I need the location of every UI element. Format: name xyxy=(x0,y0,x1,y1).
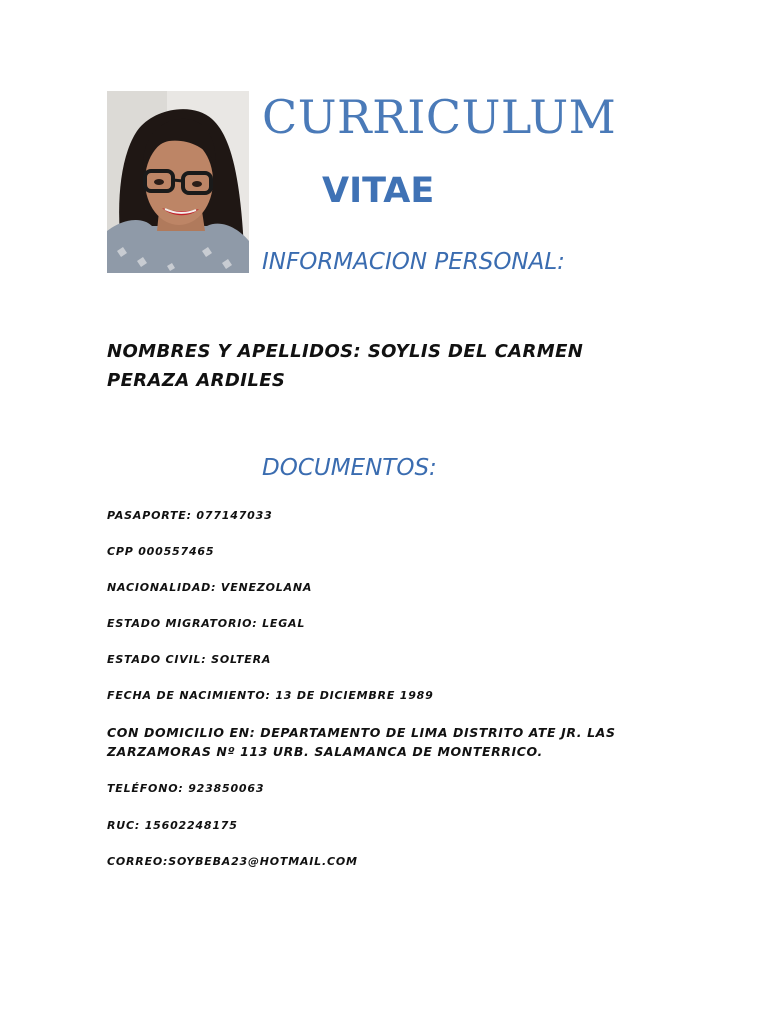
nationality-field: NACIONALIDAD: VENEZOLANA xyxy=(107,581,313,594)
migratory-status-field: ESTADO MIGRATORIO: LEGAL xyxy=(107,617,306,630)
passport-field: PASAPORTE: 077147033 xyxy=(107,509,273,522)
title-vitae: VITAE xyxy=(322,171,435,211)
address-field xyxy=(107,723,647,761)
full-name-line2: PERAZA ARDILES xyxy=(107,370,286,391)
address-line1: CON DOMICILIO EN: DEPARTAMENTO DE LIMA DISTRITO ATE JR. LAS xyxy=(107,725,616,740)
profile-photo xyxy=(107,91,249,273)
title-curriculum: CURRICULUM xyxy=(262,90,617,144)
full-name xyxy=(107,337,667,395)
full-name-line1: NOMBRES Y APELLIDOS: SOYLIS DEL CARMEN xyxy=(107,341,584,362)
phone-field: TELÉFONO: 923850063 xyxy=(107,782,265,795)
section-heading-documents: DOCUMENTOS: xyxy=(262,455,437,481)
birth-date-field: FECHA DE NACIMIENTO: 13 DE DICIEMBRE 1989 xyxy=(107,689,434,702)
section-heading-personal-info: INFORMACION PERSONAL: xyxy=(262,249,565,275)
civil-status-field: ESTADO CIVIL: SOLTERA xyxy=(107,653,272,666)
cpp-field: CPP 000557465 xyxy=(107,545,215,558)
email-field: CORREO:SOYBEBA23@HOTMAIL.COM xyxy=(107,855,358,868)
portrait-image xyxy=(107,91,249,273)
ruc-field: RUC: 15602248175 xyxy=(107,819,238,832)
address-line2: ZARZAMORAS Nº 113 URB. SALAMANCA DE MONTERRICO. xyxy=(107,744,543,759)
